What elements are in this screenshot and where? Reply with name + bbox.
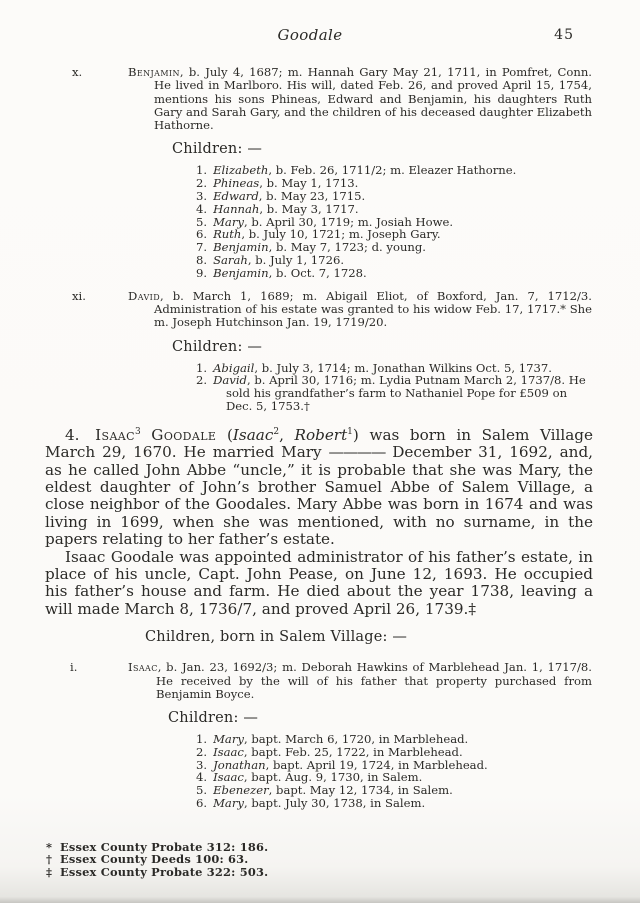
child-name: Hannah bbox=[213, 201, 260, 216]
lineage-separator: , bbox=[279, 425, 295, 444]
footnote-symbol: ‡ bbox=[46, 865, 53, 880]
child-item bbox=[196, 374, 588, 412]
child-detail: , bapt. March 6, 1720, in Marblehead. bbox=[243, 732, 469, 747]
child-name: Sarah bbox=[213, 253, 248, 268]
child-number: 9. bbox=[196, 265, 208, 280]
children-list-isaac bbox=[196, 733, 588, 810]
page-header bbox=[0, 26, 640, 45]
generation-superscript: 1 bbox=[347, 426, 353, 437]
child-detail: , b. May 1, 1713. bbox=[259, 176, 359, 191]
person-name: David bbox=[128, 288, 161, 303]
child-name: Benjamin bbox=[213, 265, 269, 280]
child-name: Jonathan bbox=[213, 757, 266, 772]
child-detail: , b. May 3, 1717. bbox=[259, 201, 359, 216]
entry-text: , b. Jan. 23, 1692/3; m. Deborah Hawkins of Marblehead Jan. 1, 1717/8. He received by the will of his father that property purchased from Benjamin Boyce. bbox=[156, 660, 592, 701]
entry-i-isaac: i. Isaac, b. Jan. 23, 1692/3; m. Deborah Hawkins of Marblehead Jan. 1, 1717/8. He received by the will of his father that property purchased from Benjamin Boyce. bbox=[70, 660, 592, 701]
child-number: 7. bbox=[196, 240, 208, 255]
children-list-benjamin bbox=[196, 164, 588, 279]
section-number: 4. bbox=[65, 425, 80, 444]
generation-superscript: 2 bbox=[273, 426, 280, 437]
child-name: Mary bbox=[213, 796, 244, 811]
child-number: 5. bbox=[196, 783, 208, 798]
child-number: 1. bbox=[196, 360, 208, 375]
child-detail: , b. Oct. 7, 1728. bbox=[268, 265, 367, 280]
child-number: 8. bbox=[196, 253, 208, 268]
children-list-david bbox=[196, 362, 588, 413]
child-number: 3. bbox=[196, 189, 208, 204]
child-name: Edward bbox=[213, 189, 259, 204]
lineage-open: ( bbox=[226, 425, 233, 444]
person-name: Isaac bbox=[128, 660, 158, 675]
children-salem-heading: Children, born in Salem Village: — bbox=[145, 629, 408, 646]
person-name-isaac: Isaac bbox=[95, 425, 135, 444]
entry-x-benjamin: x. Benjamin, b. July 4, 1687; m. Hannah Gary May 21, 1711, in Pomfret, Conn. He lived in Marlboro. His will, dated Feb. 26, and proved April 15, 1754, mentions his sons Phineas, Edward and Benjamin, his daughters Ruth Gary and Sarah Gary, and the children of his deceased daughter Elizabeth Hathorne. bbox=[72, 65, 592, 133]
child-detail: , bapt. July 30, 1738, in Salem. bbox=[243, 796, 426, 811]
blank-name-dash: ———— bbox=[328, 443, 386, 462]
child-detail: , b. May 23, 1715. bbox=[258, 189, 366, 204]
footnote-text: Essex County Probate 322: 503. bbox=[60, 865, 269, 880]
children-heading: Children: — bbox=[172, 141, 263, 158]
child-number: 2. bbox=[196, 744, 208, 759]
child-name: David bbox=[213, 373, 247, 388]
footnotes bbox=[46, 841, 640, 879]
child-detail: , b. April 30, 1716; m. Lydia Putnam March 2, 1737/8. He sold his grandfather’s farm to Nathaniel Pope for £509 on Dec. 5, 1753.† bbox=[226, 373, 586, 413]
child-number: 2. bbox=[196, 176, 208, 191]
generation-superscript: 3 bbox=[134, 426, 141, 437]
child-number: 1. bbox=[196, 163, 208, 178]
child-detail: , b. July 1, 1726. bbox=[247, 253, 345, 268]
child-detail: , bapt. Feb. 25, 1722, in Marblehead. bbox=[243, 744, 463, 759]
person-surname-goodale: Goodale bbox=[151, 425, 217, 444]
child-number: 6. bbox=[196, 227, 208, 242]
child-name: Phineas bbox=[213, 176, 260, 191]
lineage-name: Isaac bbox=[232, 425, 274, 444]
child-name: Ruth bbox=[213, 227, 242, 242]
section-4-paragraph-1 bbox=[45, 427, 593, 549]
child-detail: , b. May 7, 1723; d. young. bbox=[268, 240, 426, 255]
child-name: Ebenezer bbox=[213, 783, 269, 798]
child-number: 1. bbox=[196, 732, 208, 747]
paragraph-text: ) was born in Salem Village March 29, 1670. He married Mary bbox=[45, 425, 594, 462]
child-detail: , bapt. May 12, 1734, in Salem. bbox=[268, 783, 453, 798]
footnote-text: Essex County Probate 312: 186. bbox=[60, 839, 269, 854]
child-name: Isaac bbox=[213, 770, 244, 785]
child-detail: , b. Feb. 26, 1711/2; m. Eleazer Hathorne. bbox=[268, 163, 517, 178]
entry-xi-david: xi. David, b. March 1, 1689; m. Abigail Eliot, of Boxford, Jan. 7, 1712/3. Administration of his estate was granted to his widow Feb. 17, 1717.* She m. Joseph Hutchinson Jan. 19, 1719/20. bbox=[72, 288, 592, 330]
child-number: 4. bbox=[196, 201, 208, 216]
footnote-symbol: † bbox=[46, 852, 53, 867]
footnote bbox=[46, 866, 640, 879]
child-number: 6. bbox=[196, 796, 208, 811]
children-heading: Children: — bbox=[168, 710, 259, 727]
child-item bbox=[196, 267, 588, 280]
child-number: 2. bbox=[196, 373, 208, 388]
child-name: Isaac bbox=[213, 744, 244, 759]
child-name: Mary bbox=[213, 732, 244, 747]
paragraph-text: December 31, 1692, and, as he called John Abbe “uncle,” it is probable that she was Mary, the eldest daughter of John’s brother Samuel Abbe of Salem Village, a close neighbor of the Goodales. Mary Abbe was born in 1674 and was living in 1699, when she was mentioned, with no surname, in the papers relating to her father’s estate. bbox=[45, 443, 594, 549]
children-heading: Children: — bbox=[172, 338, 263, 355]
child-name: Abigail bbox=[213, 360, 255, 375]
footnote-symbol: * bbox=[46, 839, 53, 854]
footnote-text: Essex County Deeds 100: 63. bbox=[60, 852, 249, 867]
child-detail: , b. July 3, 1714; m. Jonathan Wilkins Oct. 5, 1737. bbox=[254, 360, 552, 375]
child-number: 4. bbox=[196, 770, 208, 785]
page-number: 45 bbox=[554, 27, 574, 43]
entry-text: , b. July 4, 1687; m. Hannah Gary May 21, 1711, in Pomfret, Conn. He lived in Marlboro. His will, dated Feb. 26, and proved April 15, 1754, mentions his sons Phineas, Edward and Benjamin, his daughters Ruth Gary and Sarah Gary, and the children of his deceased daughter Elizabeth Hathorne. bbox=[154, 65, 592, 133]
child-name: Benjamin bbox=[213, 240, 269, 255]
lineage-name: Robert bbox=[294, 425, 348, 444]
entry-text: , b. March 1, 1689; m. Abigail Eliot, of Boxford, Jan. 7, 1712/3. Administration of his estate was granted to his widow Feb. 17, 1717.* She m. Joseph Hutchinson Jan. 19, 1719/20. bbox=[154, 288, 592, 330]
section-4-paragraph-2: Isaac Goodale was appointed administrator of his father’s estate, in place of his uncle, Capt. John Pease, on June 12, 1693. He occupied his father’s house and farm. He died about the year 1738, leaving a will made March 8, 1736/7, and proved April 26, 1739.‡ bbox=[45, 547, 593, 618]
person-name: Benjamin bbox=[128, 65, 180, 79]
child-number: 5. bbox=[196, 214, 208, 229]
child-detail: , bapt. April 19, 1724, in Marblehead. bbox=[265, 757, 488, 772]
child-name: Elizabeth bbox=[213, 163, 269, 178]
child-detail: , b. April 30, 1719; m. Josiah Howe. bbox=[243, 214, 454, 229]
child-detail: , bapt. Aug. 9, 1730, in Salem. bbox=[243, 770, 423, 785]
running-title: Goodale bbox=[277, 26, 343, 44]
child-item bbox=[196, 797, 588, 810]
child-number: 3. bbox=[196, 757, 208, 772]
child-name: Mary bbox=[213, 214, 244, 229]
child-detail: , b. July 10, 1721; m. Joseph Gary. bbox=[241, 227, 441, 242]
